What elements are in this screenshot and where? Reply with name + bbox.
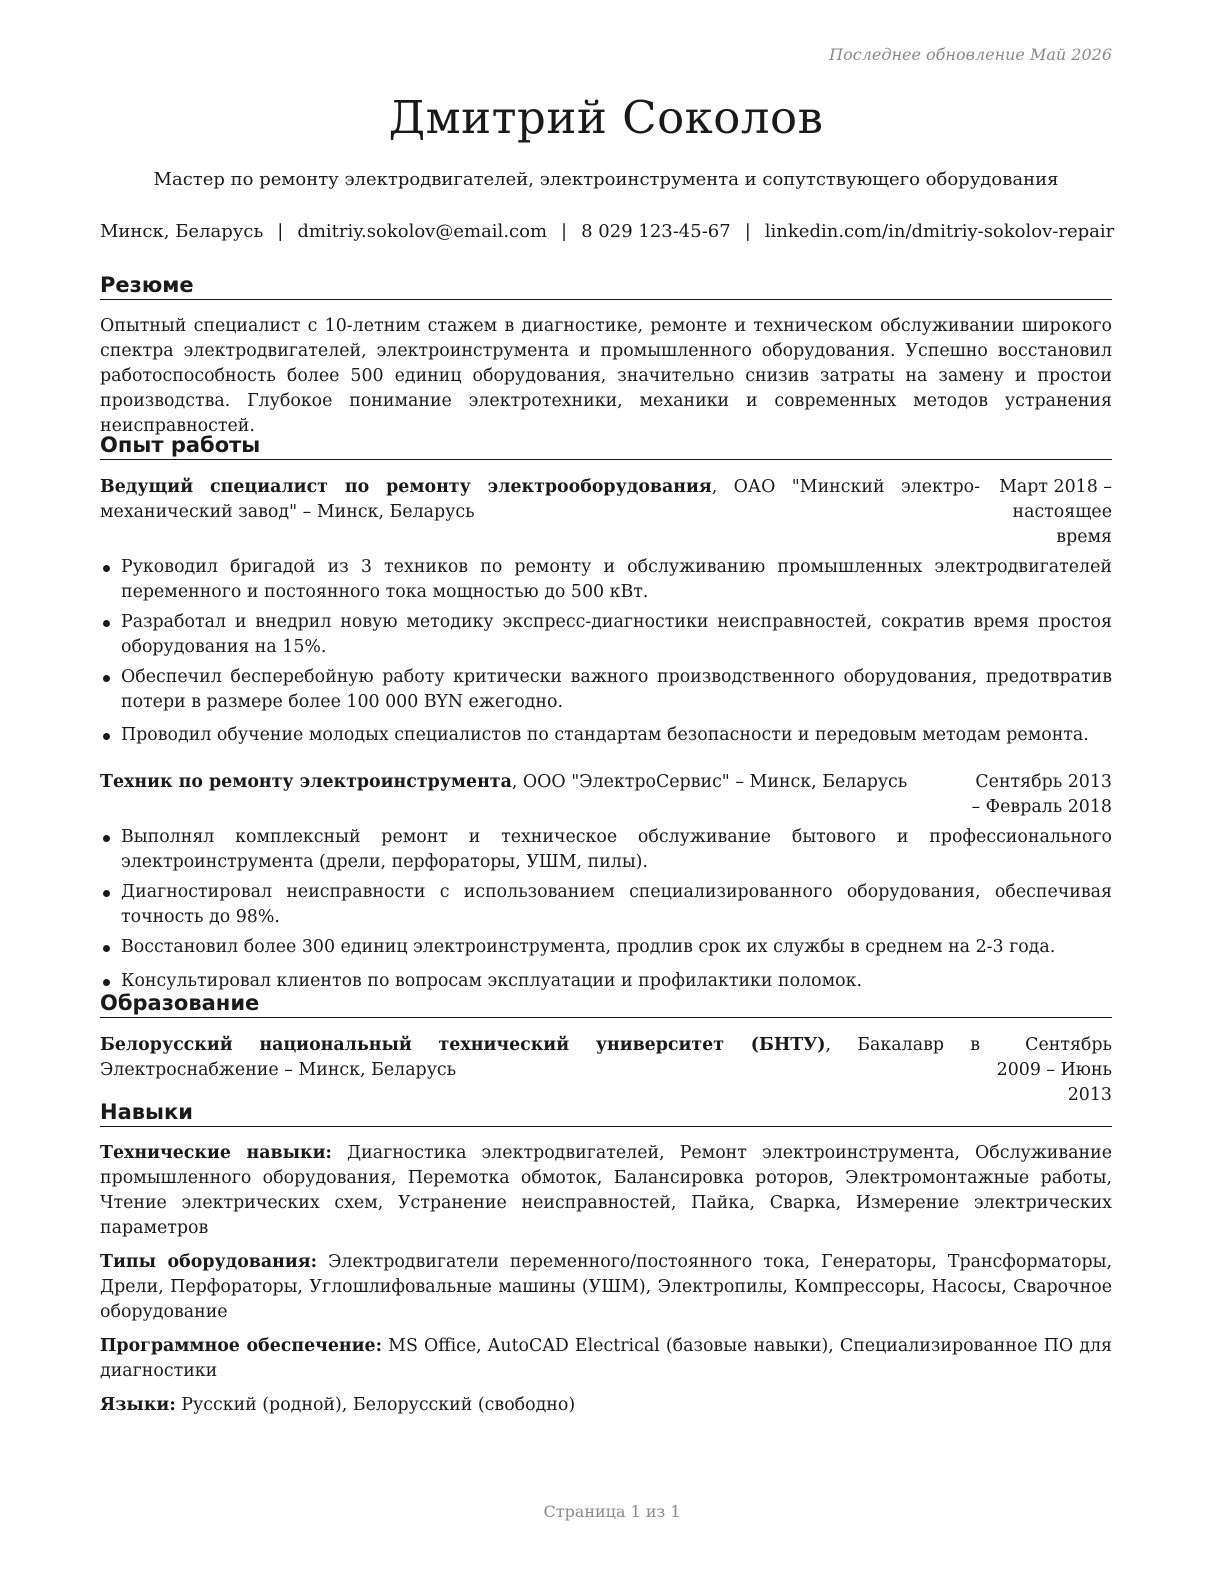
- contact-separator: |: [277, 221, 284, 242]
- contact-linkedin[interactable]: linkedin.com/in/dmitriy-sokolov-repair: [764, 221, 1115, 242]
- contact-separator: |: [744, 221, 751, 242]
- skill-label: Технические навыки:: [100, 1143, 332, 1163]
- job-header: [100, 770, 1112, 820]
- section-title-summary: Резюме: [100, 272, 1112, 300]
- list-item: Восстановил более 300 единиц электроинструмента, продлив срок их службы в среднем на 2-3 года.: [100, 935, 1112, 960]
- candidate-name: Дмитрий Соколов: [388, 91, 824, 144]
- job-bullets: [100, 555, 1112, 748]
- list-item: Разработал и внедрил новую методику экспресс-диагностики неисправностей, сократив время простоя оборудования на 15%.: [100, 610, 1112, 660]
- last-updated: Последнее обновление Май 2026: [829, 45, 1112, 64]
- skill-value: Русский (родной), Белорусский (свободно): [181, 1395, 576, 1415]
- skill-group: [100, 1393, 1112, 1418]
- section-title-education: Образование: [100, 990, 1112, 1018]
- job-entry: [100, 475, 1112, 748]
- contact-location: Минск, Беларусь: [100, 221, 264, 242]
- summary-section: [100, 272, 1112, 439]
- contact-email[interactable]: dmitriy.sokolov@email.com: [297, 221, 548, 242]
- education-dates: Сентябрь 2009 – Июнь 2013: [996, 1035, 1112, 1105]
- skill-label: Программное обеспечение:: [100, 1336, 383, 1356]
- skill-group: [100, 1250, 1112, 1325]
- skill-value: MS Office, AutoCAD Electrical (базовые навыки), Специализированное ПО для диагностики: [100, 1336, 1112, 1381]
- experience-section: [100, 432, 1112, 994]
- skill-label: Языки:: [100, 1395, 176, 1415]
- job-dates: Сентябрь 2013 – Февраль 2018: [971, 772, 1112, 817]
- list-item: Руководил бригадой из 3 техников по ремонту и обслуживанию промышленных электродвигателей переменного и постоянного тока мощностью до 500 кВт.: [100, 555, 1112, 605]
- education-school: Белорусский национальный технический университет (БНТУ): [100, 1035, 826, 1055]
- contact-separator: |: [561, 221, 568, 242]
- education-line: [100, 1033, 980, 1108]
- education-header: [100, 1033, 1112, 1108]
- contact-line: [100, 220, 1115, 244]
- list-item: Консультировал клиентов по вопросам эксплуатации и профилактики поломок.: [100, 969, 1112, 994]
- page-number: Страница 1 из 1: [543, 1502, 681, 1521]
- job-header: [100, 475, 1112, 550]
- skill-group: [100, 1141, 1112, 1241]
- contact-phone[interactable]: 8 029 123-45-67: [581, 221, 731, 242]
- job-position: Техник по ремонту электроинструмента: [100, 772, 512, 792]
- education-degree: , Бакалавр в Электроснабжение – Минск, Беларусь: [100, 1035, 980, 1080]
- education-section: [100, 990, 1112, 1108]
- skill-label: Типы оборудования:: [100, 1252, 318, 1272]
- skill-value: Электродвигатели переменного/постоянного тока, Генераторы, Трансформаторы, Дрели, Перфораторы, Углошлифовальные машины (УШМ), Электропилы, Компрессоры, Насосы, Сварочное оборудование: [100, 1252, 1112, 1322]
- job-title-line: [100, 770, 960, 820]
- job-position: Ведущий специалист по ремонту электрооборудования: [100, 477, 712, 497]
- section-title-skills: Навыки: [100, 1099, 1112, 1127]
- list-item: Обеспечил бесперебойную работу критически важного производственного оборудования, предотвратив потери в размере более 100 000 BYN ежегодно.: [100, 665, 1112, 715]
- job-company: , ООО "ЭлектроСервис" – Минск, Беларусь: [511, 772, 908, 792]
- skills-section: [100, 1099, 1112, 1418]
- candidate-headline: Мастер по ремонту электродвигателей, электроинструмента и сопутствующего оборудования: [153, 169, 1059, 190]
- list-item: Проводил обучение молодых специалистов по стандартам безопасности и передовым методам ремонта.: [100, 723, 1112, 748]
- job-bullets: [100, 825, 1112, 994]
- list-item: Диагностировал неисправности с использованием специализированного оборудования, обеспечивая точность до 98%.: [100, 880, 1112, 930]
- job-title-line: [100, 475, 980, 550]
- summary-text: Опытный специалист с 10-летним стажем в диагностике, ремонте и техническом обслуживании широкого спектра электродвигателей, электроинструмента и промышленного оборудования. Успешно восстановил работоспособность более 500 единиц оборудования, значительно снизив затраты на замену и простои производства. Глубокое понимание электротехники, механики и современных методов устранения неисправностей.: [100, 316, 1112, 436]
- skill-group: [100, 1334, 1112, 1384]
- skill-value: Диагностика электродвигателей, Ремонт электроинструмента, Обслуживание промышленного оборудования, Перемотка обмоток, Балансировка роторов, Электромонтажные работы, Чтение электрических схем, Устранение неисправностей, Пайка, Сварка, Измерение электрических параметров: [100, 1143, 1113, 1238]
- job-entry: [100, 770, 1112, 994]
- job-company: , ОАО "Минский электро-механический завод" – Минск, Беларусь: [100, 477, 980, 522]
- job-dates: Март 2018 – настоящее время: [999, 477, 1112, 547]
- list-item: Выполнял комплексный ремонт и техническое обслуживание бытового и профессионального электроинструмента (дрели, перфораторы, УШМ, пилы).: [100, 825, 1112, 875]
- section-title-experience: Опыт работы: [100, 432, 1112, 460]
